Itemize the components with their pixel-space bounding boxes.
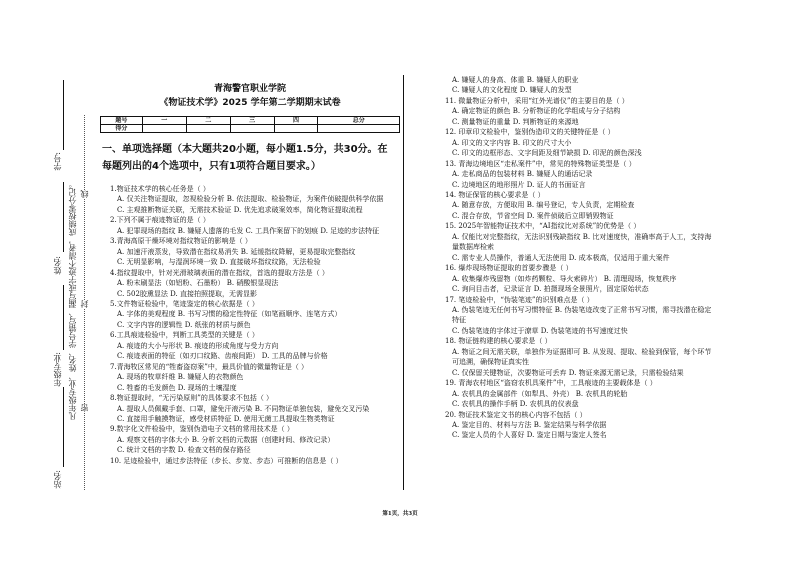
answer-options-row: C. 农机具的操作手柄 D. 农机具的仪表盘 bbox=[452, 400, 579, 409]
answer-options-row: C. 伪装笔迹的字体过于潦草 D. 伪装笔迹的书写速度过快 bbox=[452, 326, 628, 335]
answer-options-row: A. 粉末刷显法（如铝粉、石墨粉） B. 硝酸银显现法 bbox=[117, 279, 279, 288]
answer-options-row: A. 观察文档的字体大小 B. 分析文档的元数据（创建时间、修改记录） bbox=[117, 435, 335, 444]
question-item bbox=[445, 96, 713, 127]
score-cell[interactable] bbox=[186, 125, 230, 133]
question-item bbox=[110, 424, 386, 455]
answer-options-row: A. 物证之间无需关联，单独作为证据即可 B. 从发现、提取、检验到保管，每个环节可追溯，确保物证真实性 bbox=[452, 347, 712, 367]
col-header: 一 bbox=[142, 117, 186, 125]
question-stem: 16. 爆炸现场物证提取的首要步骤是（ ） bbox=[445, 264, 573, 273]
column-divider bbox=[403, 75, 404, 490]
question-stem: 17. 笔迹检验中，“伪装笔迹”的识别难点是（ ） bbox=[445, 295, 594, 304]
seal-char-mi: 密 bbox=[80, 404, 89, 412]
question-item bbox=[110, 215, 386, 236]
answer-options-row: C. 印文的边框形态、文字间距及细节缺损 D. 印泥的颜色深浅 bbox=[452, 149, 642, 158]
answer-options-row: C. 仅保留关键物证，次要物证可丢弃 D. 物证来源无需记录，只需检验结果 bbox=[452, 368, 684, 377]
answer-options-row: C. 混合存放，节省空间 D. 案件侦破后立即销毁物证 bbox=[452, 211, 614, 220]
answer-options-row: C. 文字内容的逻辑性 D. 纸张的材质与颜色 bbox=[117, 320, 251, 329]
question-item bbox=[110, 184, 386, 215]
row-label-question-no: 题号 bbox=[101, 117, 143, 125]
question-item bbox=[445, 336, 713, 378]
answer-options-row: A. 犯罪现场的指纹 B. 嫌疑人遗落的毛发 C. 工具作案留下的划痕 D. 足迹的步法特征 bbox=[117, 226, 380, 235]
fill-line-student-id bbox=[63, 80, 64, 150]
answer-options-row: C. 测量物证的重量 D. 判断物证的来源地 bbox=[452, 117, 579, 126]
score-table bbox=[100, 116, 400, 133]
question-item bbox=[445, 75, 713, 96]
question-stem: 15. 2025年智能物证技术中，“AI指纹比对系统”的优势是（ ） bbox=[445, 222, 641, 231]
fill-line-grade-major bbox=[63, 285, 64, 350]
score-cell[interactable] bbox=[274, 125, 318, 133]
answer-options-row: C. 502胶熏显法 D. 直接拍照提取，无需显影 bbox=[117, 289, 257, 298]
col-header: 三 bbox=[230, 117, 274, 125]
section-heading-line1: 一、单项选择题（本大题共20小题，每小题1.5分，共30分。在 bbox=[102, 144, 388, 155]
question-item bbox=[110, 299, 386, 330]
question-item bbox=[445, 190, 713, 221]
answer-options-row: A. 加速汗液蒸发，导致潜在指纹易消失 B. 延缓指纹降解，更易提取完整指纹 bbox=[117, 247, 356, 256]
answer-options-row: A. 字体的美观程度 B. 书写习惯的稳定性特征（如笔画顺序、连笔方式） bbox=[117, 310, 342, 319]
answer-options-row: A. 确定物证的颜色 B. 分析物证的化学组成与分子结构 bbox=[452, 107, 621, 116]
school-name: 青海警官职业学院 bbox=[213, 84, 286, 94]
question-item bbox=[445, 295, 713, 337]
question-stem: 7.青海牧区常见的“牲畜盗窃案”中，最具价值的微量物证是（ ） bbox=[110, 362, 309, 371]
answer-options-row: A. 印文的文字内容 B. 印文的尺寸大小 bbox=[452, 138, 572, 147]
answer-options-row: A. 随意存放，方便取用 B. 编号登记，专人负责，定期检查 bbox=[452, 201, 635, 210]
binding-notice: 凡年级专业、姓名、学号错写、漏写或字迹不清者，成绩按零分记。 bbox=[68, 180, 77, 420]
question-stem: 1.物证技术学的核心任务是（ ） bbox=[110, 185, 210, 193]
question-stem: 19. 青海农村地区“盗窃农机具案件”中，工具痕迹的主要载体是（ ） bbox=[445, 379, 657, 388]
score-table-header-row bbox=[101, 117, 400, 125]
question-item bbox=[445, 221, 713, 263]
score-cell[interactable] bbox=[318, 125, 400, 133]
question-stem: 18. 物证链构建的核心要求是（ ） bbox=[445, 337, 552, 346]
question-item bbox=[445, 159, 713, 190]
score-cell[interactable] bbox=[230, 125, 274, 133]
question-item bbox=[110, 330, 386, 361]
answer-options-row: C. 主观推断物证关联，无需技术验证 D. 优先追求破案效率，简化物证提取流程 bbox=[117, 205, 363, 214]
section-heading-line2: 每题列出的4个选项中，只有1项符合题目要求。） bbox=[102, 161, 321, 172]
row-label-score: 得分 bbox=[101, 125, 143, 133]
answer-options-row: A. 农机具的金属部件（如犁具、外壳） B. 农机具的轮胎 bbox=[452, 389, 628, 398]
answer-options-row: C. 嫌疑人的文化程度 D. 嫌疑人的发型 bbox=[452, 86, 572, 95]
seal-char-xian: 线 bbox=[80, 190, 89, 198]
question-stem: 10. 足迹检验中，通过步法特征（步长、步宽、步态）可推断的信息是（ ） bbox=[110, 456, 343, 465]
col-header: 四 bbox=[274, 117, 318, 125]
question-stem: 9.数字化文件检验中，鉴别伪造电子文档的常用技术是（ ） bbox=[110, 425, 294, 434]
question-item bbox=[445, 263, 713, 294]
question-stem: 6.工具痕迹检验中，判断工具类型的关键是（ ） bbox=[110, 331, 259, 340]
answer-options-row: A. 收集爆炸残留物（如炸药颗粒、导火索碎片） B. 清理现场，恢复秩序 bbox=[452, 274, 677, 283]
question-stem: 14. 物证保管的核心要求是（ ） bbox=[445, 190, 545, 199]
col-header: 总分 bbox=[318, 117, 400, 125]
right-question-column bbox=[445, 75, 713, 441]
question-stem: 5.文件物证检验中，笔迹鉴定的核心依据是（ ） bbox=[110, 299, 259, 308]
answer-options-row: A. 提取人员佩戴手套、口罩，避免汗液污染 B. 不同物证单独包装，避免交叉污染 bbox=[117, 404, 370, 413]
answer-options-row: C. 无明显影响，与湿润环境一致 D. 直接破坏指纹纹路，无法检验 bbox=[117, 258, 321, 267]
answer-options-row: C. 牲畜的毛发颜色 D. 现场的土壤湿度 bbox=[117, 383, 237, 392]
question-item bbox=[110, 393, 386, 424]
fill-line-station bbox=[63, 387, 64, 467]
answer-options-row: A. 痕迹的大小与形状 B. 痕迹的形成角度与受力方向 bbox=[117, 341, 279, 350]
name-label: 姓名: bbox=[53, 256, 62, 275]
question-item bbox=[445, 410, 713, 441]
answer-options-row: A. 仅关注物证提取，忽视检验分析 B. 依法提取、检验物证，为案件侦破提供科学依据 bbox=[117, 195, 384, 204]
answer-options-row: C. 需专业人员操作，普通人无法使用 D. 成本极高，仅适用于重大案件 bbox=[452, 253, 670, 262]
answer-options-row: A. 现场的牧草纤维 B. 嫌疑人的衣物颜色 bbox=[117, 373, 244, 382]
answer-options-row: C. 痕迹表面的特征（如刃口纹路、齿痕间距） D. 工具的品牌与价格 bbox=[117, 352, 328, 361]
left-question-column bbox=[110, 184, 386, 466]
answer-options-row: A. 嫌疑人的身高、体重 B. 嫌疑人的职业 bbox=[452, 76, 579, 84]
fill-line-name bbox=[63, 182, 64, 252]
answer-options-row: C. 直接用手触摸物证，感受材质特征 D. 使用无菌工具提取生物类物证 bbox=[117, 414, 335, 423]
col-header: 二 bbox=[186, 117, 230, 125]
answer-options-row: A. 鉴定目的、材料与方法 B. 鉴定结果与科学依据 bbox=[452, 420, 607, 429]
answer-options-row: C. 询问目击者，记录证言 D. 拍摄现场全景照片，固定原始状态 bbox=[452, 285, 649, 294]
question-stem: 12. 印章印文检验中，鉴别伪造印文的关键特征是（ ） bbox=[445, 128, 615, 137]
question-stem: 11. 微量物证分析中，采用“红外光谱仪”的主要目的是（ ） bbox=[445, 96, 629, 105]
answer-options-row: C. 鉴定人员的个人喜好 D. 鉴定日期与鉴定人签名 bbox=[452, 431, 607, 440]
student-id-label: 学号: bbox=[53, 152, 62, 171]
grade-major-label: 年级专业: bbox=[53, 352, 62, 387]
seal-char-feng: 封 bbox=[80, 300, 89, 308]
answer-options-row: C. 边境地区的地形照片 D. 证人的书面证言 bbox=[452, 180, 586, 189]
page-number: 第1页，共3页 bbox=[382, 511, 418, 517]
question-stem: 13. 青海边境地区“走私案件”中，常见的特殊物证类型是（ ） bbox=[445, 159, 636, 168]
question-stem: 8.物证提取时，“无污染原则”的具体要求不包括（ ） bbox=[110, 394, 274, 403]
station-label: 站名: bbox=[53, 470, 62, 489]
score-table-score-row bbox=[101, 125, 400, 133]
question-item bbox=[110, 362, 386, 393]
question-item bbox=[445, 127, 713, 158]
question-item bbox=[110, 456, 386, 466]
answer-options-row: A. 走私商品的包装材料 B. 嫌疑人的通话记录 bbox=[452, 170, 593, 179]
question-item bbox=[110, 268, 386, 299]
answer-options-row: C. 统计文档的字数 D. 检查文档的保存路径 bbox=[117, 446, 251, 455]
question-stem: 3.青海高原干燥环境对指纹物证的影响是（ ） bbox=[110, 237, 252, 246]
question-stem: 20. 物证技术鉴定文书的核心内容不包括（ ） bbox=[445, 410, 587, 419]
question-item bbox=[110, 236, 386, 267]
answer-options-row: A. 伪装笔迹无任何书写习惯特征 B. 伪装笔迹改变了正常书写习惯，需寻找潜在稳定特征 bbox=[452, 305, 712, 325]
question-stem: 2.下列不属于痕迹物证的是（ ） bbox=[110, 216, 210, 225]
question-stem: 4.指纹提取中，针对光滑玻璃表面的潜在指纹，首选的提取方法是（ ） bbox=[110, 268, 329, 277]
score-cell[interactable] bbox=[142, 125, 186, 133]
exam-title: 《物证技术学》2025 学年第二学期期末试卷 bbox=[159, 98, 341, 108]
answer-options-row: A. 仅能比对完整指纹，无法识别残缺指纹 B. 比对速度快，准确率高于人工，支持海量数据库检索 bbox=[452, 232, 712, 252]
question-item bbox=[445, 378, 713, 409]
